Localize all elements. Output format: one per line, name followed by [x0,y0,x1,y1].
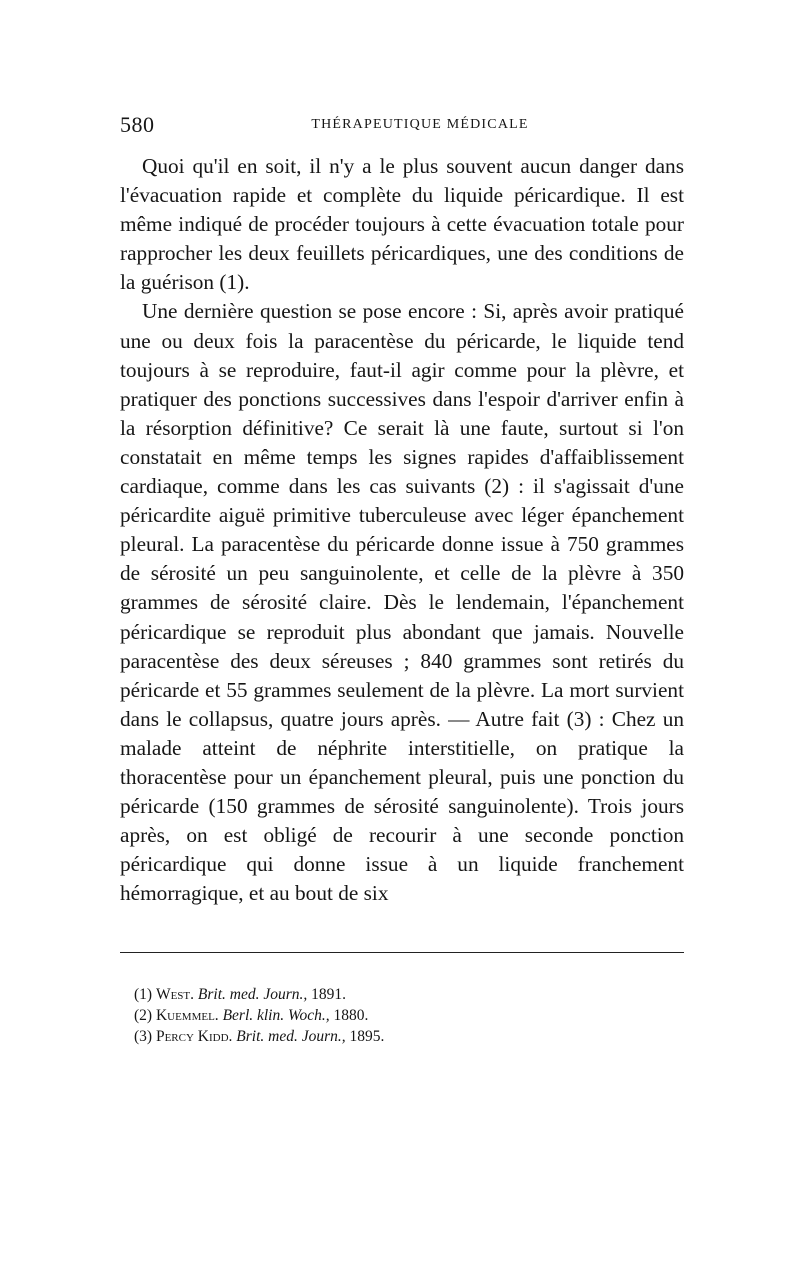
footnote-journal: Berl. klin. Woch., [222,1007,330,1024]
page-header [120,112,684,142]
footnote-author: Kuemmel. [155,1007,219,1024]
footnote-year: 1891. [311,986,346,1003]
footnote-number: (2) [134,1007,153,1024]
footnotes [134,984,674,1047]
footnote-year: 1880. [333,1007,369,1024]
footnote [134,984,674,1005]
footnote [134,1005,674,1026]
footnote-journal: Brit. med. Journ., [197,986,308,1003]
footnote-number: (1) [134,986,153,1003]
footnote-separator [120,952,684,953]
running-title: THÉRAPEUTIQUE MÉDICALE [311,117,529,132]
paragraph: Quoi qu'il en soit, il n'y a le plus souvent aucun danger dans l'évacuation rapide et complète du liquide péricardique. Il est même indiqué de procéder toujours à cette évacuation totale pour rapprocher les deux feuillets péricardiques, une des conditions de la guérison (1). [120,154,684,295]
page-number: 580 [120,112,155,137]
footnote-author: Percy Kidd. [155,1028,233,1045]
body-text [120,152,684,908]
paragraph: Une dernière question se pose encore : Si, après avoir pratiqué une ou deux fois la paracentèse du péricarde, le liquide tend toujours à se reproduire, faut-il agir comme pour la plèvre, et pratiquer des ponctions successives dans l'espoir d'arriver enfin à la résorption définitive? Ce serait là une faute, surtout si l'on constatait en même temps les signes rapides d'affaiblissement cardiaque, comme dans les cas suivants (2) : il s'agissait d'une péricardite aiguë primitive tuberculeuse avec léger épanchement pleural. La paracentèse du péricarde donne issue à 750 grammes de sérosité un peu sanguinolente, et celle de la plèvre à 350 grammes de sérosité claire. Dès le lendemain, l'épanchement péricardique se reproduit plus abondant que jamais. Nouvelle paracentèse des deux séreuses ; 840 grammes sont retirés du péricarde et 55 grammes seulement de la plèvre. La mort survient dans le collapsus, quatre jours après. — Autre fait (3) : Chez un malade atteint de néphrite interstitielle, on pratique la thoracentèse pour un épanchement pleural, puis une ponction du péricarde (150 grammes de sérosité sanguinolente). Trois jours après, on est obligé de recourir à une seconde ponction péricardique qui donne issue à un liquide franchement hémorragique, et au bout de six [120,299,684,906]
footnote-number: (3) [134,1028,153,1045]
footnote-author: West. [155,986,195,1003]
footnote-journal: Brit. med. Journ., [236,1028,346,1045]
footnote [134,1026,674,1047]
footnote-year: 1895. [349,1028,385,1045]
